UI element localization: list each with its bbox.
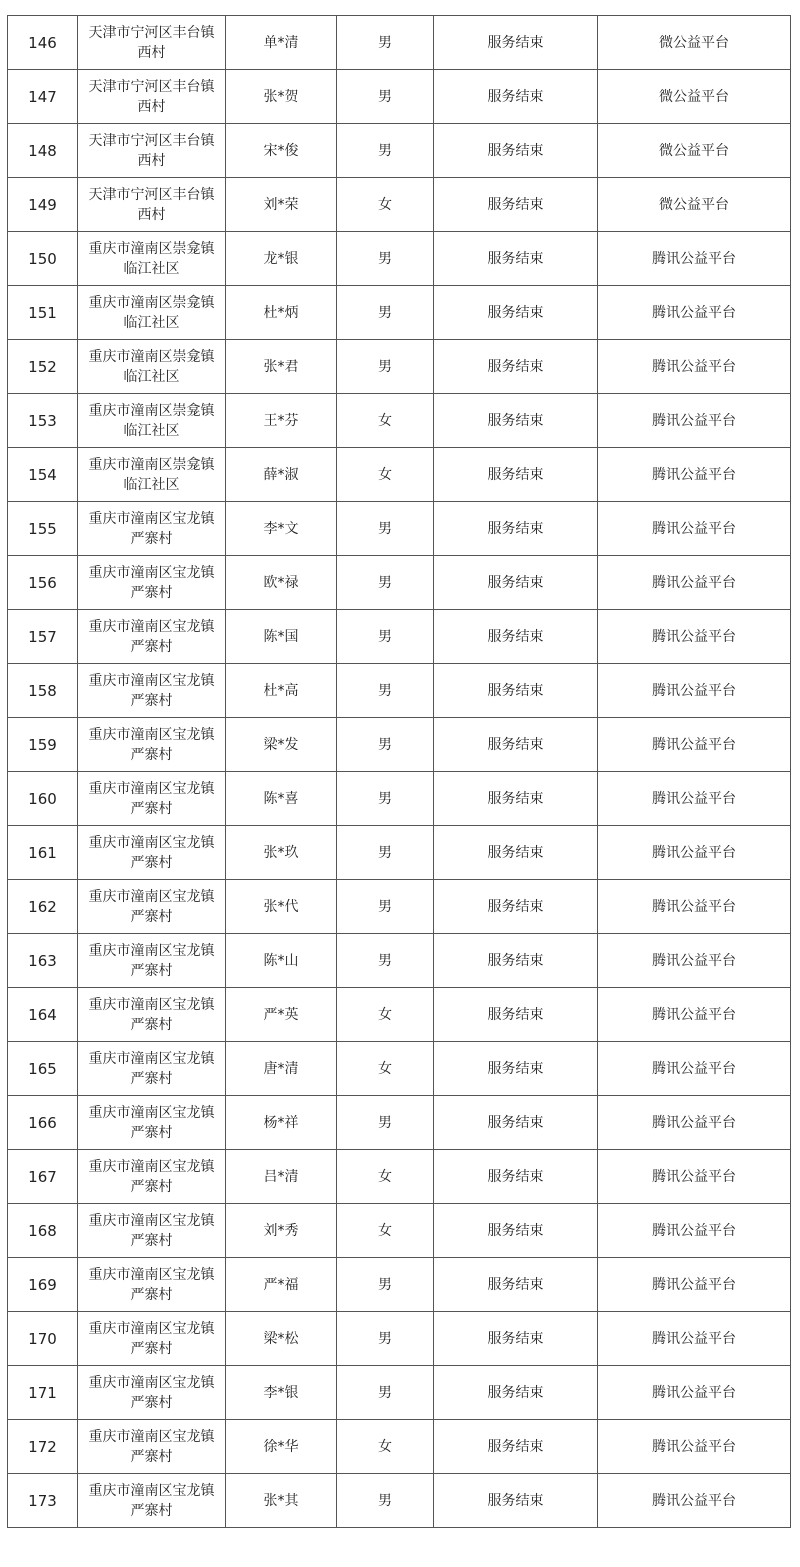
address-cell: 重庆市潼南区宝龙镇严寨村 [78, 1258, 226, 1312]
gender-cell: 女 [337, 1042, 434, 1096]
gender-cell: 男 [337, 1312, 434, 1366]
address-cell: 重庆市潼南区宝龙镇严寨村 [78, 826, 226, 880]
address-cell: 天津市宁河区丰台镇西村 [78, 16, 226, 70]
row-number-cell: 155 [8, 502, 78, 556]
name-cell: 张*其 [226, 1474, 337, 1528]
gender-cell: 男 [337, 880, 434, 934]
platform-cell: 腾讯公益平台 [598, 502, 791, 556]
address-cell: 重庆市潼南区宝龙镇严寨村 [78, 880, 226, 934]
row-number-cell: 147 [8, 70, 78, 124]
row-number-cell: 156 [8, 556, 78, 610]
name-cell: 杜*高 [226, 664, 337, 718]
gender-cell: 女 [337, 988, 434, 1042]
status-cell: 服务结束 [434, 1096, 598, 1150]
gender-cell: 男 [337, 718, 434, 772]
gender-cell: 男 [337, 1096, 434, 1150]
platform-cell: 腾讯公益平台 [598, 718, 791, 772]
row-number-cell: 148 [8, 124, 78, 178]
name-cell: 李*银 [226, 1366, 337, 1420]
table-row [8, 1474, 791, 1528]
row-number-cell: 154 [8, 448, 78, 502]
status-cell: 服务结束 [434, 556, 598, 610]
table-row [8, 502, 791, 556]
platform-cell: 腾讯公益平台 [598, 340, 791, 394]
name-cell: 单*清 [226, 16, 337, 70]
name-cell: 唐*清 [226, 1042, 337, 1096]
name-cell: 刘*荣 [226, 178, 337, 232]
gender-cell: 男 [337, 664, 434, 718]
address-cell: 重庆市潼南区宝龙镇严寨村 [78, 1420, 226, 1474]
address-cell: 重庆市潼南区宝龙镇严寨村 [78, 1312, 226, 1366]
platform-cell: 腾讯公益平台 [598, 1258, 791, 1312]
row-number-cell: 162 [8, 880, 78, 934]
gender-cell: 男 [337, 502, 434, 556]
row-number-cell: 164 [8, 988, 78, 1042]
table-row [8, 934, 791, 988]
status-cell: 服务结束 [434, 1258, 598, 1312]
address-cell: 重庆市潼南区宝龙镇严寨村 [78, 610, 226, 664]
platform-cell: 腾讯公益平台 [598, 772, 791, 826]
row-number-cell: 172 [8, 1420, 78, 1474]
gender-cell: 男 [337, 124, 434, 178]
row-number-cell: 169 [8, 1258, 78, 1312]
status-cell: 服务结束 [434, 1150, 598, 1204]
name-cell: 梁*发 [226, 718, 337, 772]
name-cell: 龙*银 [226, 232, 337, 286]
address-cell: 重庆市潼南区宝龙镇严寨村 [78, 1042, 226, 1096]
platform-cell: 腾讯公益平台 [598, 1312, 791, 1366]
status-cell: 服务结束 [434, 1474, 598, 1528]
platform-cell: 腾讯公益平台 [598, 1366, 791, 1420]
platform-cell: 腾讯公益平台 [598, 556, 791, 610]
platform-cell: 腾讯公益平台 [598, 880, 791, 934]
name-cell: 欧*禄 [226, 556, 337, 610]
platform-cell: 微公益平台 [598, 178, 791, 232]
row-number-cell: 160 [8, 772, 78, 826]
gender-cell: 男 [337, 556, 434, 610]
address-cell: 重庆市潼南区宝龙镇严寨村 [78, 664, 226, 718]
status-cell: 服务结束 [434, 880, 598, 934]
table-row [8, 772, 791, 826]
row-number-cell: 166 [8, 1096, 78, 1150]
address-cell: 重庆市潼南区宝龙镇严寨村 [78, 502, 226, 556]
table-row [8, 556, 791, 610]
platform-cell: 腾讯公益平台 [598, 664, 791, 718]
table-row [8, 1312, 791, 1366]
table-row [8, 610, 791, 664]
row-number-cell: 152 [8, 340, 78, 394]
table-row [8, 1420, 791, 1474]
row-number-cell: 151 [8, 286, 78, 340]
platform-cell: 微公益平台 [598, 16, 791, 70]
gender-cell: 女 [337, 1150, 434, 1204]
address-cell: 重庆市潼南区崇龛镇临江社区 [78, 340, 226, 394]
table-row [8, 988, 791, 1042]
row-number-cell: 149 [8, 178, 78, 232]
beneficiary-table-container [7, 15, 790, 1528]
table-row [8, 232, 791, 286]
platform-cell: 腾讯公益平台 [598, 934, 791, 988]
name-cell: 王*芬 [226, 394, 337, 448]
name-cell: 张*代 [226, 880, 337, 934]
name-cell: 张*贺 [226, 70, 337, 124]
status-cell: 服务结束 [434, 448, 598, 502]
address-cell: 重庆市潼南区宝龙镇严寨村 [78, 556, 226, 610]
status-cell: 服务结束 [434, 988, 598, 1042]
table-row [8, 718, 791, 772]
table-row [8, 1258, 791, 1312]
platform-cell: 腾讯公益平台 [598, 448, 791, 502]
platform-cell: 腾讯公益平台 [598, 232, 791, 286]
status-cell: 服务结束 [434, 1312, 598, 1366]
row-number-cell: 161 [8, 826, 78, 880]
gender-cell: 男 [337, 286, 434, 340]
address-cell: 重庆市潼南区宝龙镇严寨村 [78, 1366, 226, 1420]
platform-cell: 腾讯公益平台 [598, 988, 791, 1042]
name-cell: 张*君 [226, 340, 337, 394]
row-number-cell: 168 [8, 1204, 78, 1258]
table-row [8, 1150, 791, 1204]
row-number-cell: 158 [8, 664, 78, 718]
status-cell: 服务结束 [434, 610, 598, 664]
status-cell: 服务结束 [434, 286, 598, 340]
status-cell: 服务结束 [434, 178, 598, 232]
gender-cell: 男 [337, 70, 434, 124]
address-cell: 重庆市潼南区宝龙镇严寨村 [78, 1150, 226, 1204]
table-row [8, 1366, 791, 1420]
status-cell: 服务结束 [434, 718, 598, 772]
platform-cell: 腾讯公益平台 [598, 1420, 791, 1474]
platform-cell: 腾讯公益平台 [598, 1204, 791, 1258]
address-cell: 重庆市潼南区宝龙镇严寨村 [78, 1204, 226, 1258]
status-cell: 服务结束 [434, 1420, 598, 1474]
row-number-cell: 150 [8, 232, 78, 286]
row-number-cell: 163 [8, 934, 78, 988]
name-cell: 杨*祥 [226, 1096, 337, 1150]
address-cell: 重庆市潼南区宝龙镇严寨村 [78, 988, 226, 1042]
address-cell: 重庆市潼南区崇龛镇临江社区 [78, 286, 226, 340]
platform-cell: 腾讯公益平台 [598, 394, 791, 448]
table-row [8, 1096, 791, 1150]
address-cell: 天津市宁河区丰台镇西村 [78, 178, 226, 232]
status-cell: 服务结束 [434, 502, 598, 556]
row-number-cell: 171 [8, 1366, 78, 1420]
row-number-cell: 173 [8, 1474, 78, 1528]
address-cell: 重庆市潼南区宝龙镇严寨村 [78, 718, 226, 772]
platform-cell: 腾讯公益平台 [598, 610, 791, 664]
gender-cell: 男 [337, 1366, 434, 1420]
status-cell: 服务结束 [434, 16, 598, 70]
beneficiary-table [7, 15, 791, 1528]
table-row [8, 124, 791, 178]
table-row [8, 448, 791, 502]
name-cell: 张*玖 [226, 826, 337, 880]
address-cell: 重庆市潼南区宝龙镇严寨村 [78, 934, 226, 988]
gender-cell: 男 [337, 826, 434, 880]
gender-cell: 男 [337, 1258, 434, 1312]
table-row [8, 394, 791, 448]
gender-cell: 男 [337, 772, 434, 826]
status-cell: 服务结束 [434, 70, 598, 124]
address-cell: 重庆市潼南区宝龙镇严寨村 [78, 1474, 226, 1528]
status-cell: 服务结束 [434, 394, 598, 448]
gender-cell: 男 [337, 16, 434, 70]
table-row [8, 178, 791, 232]
table-row [8, 70, 791, 124]
table-row [8, 340, 791, 394]
name-cell: 严*英 [226, 988, 337, 1042]
name-cell: 刘*秀 [226, 1204, 337, 1258]
platform-cell: 腾讯公益平台 [598, 1150, 791, 1204]
gender-cell: 女 [337, 448, 434, 502]
name-cell: 薛*淑 [226, 448, 337, 502]
address-cell: 重庆市潼南区宝龙镇严寨村 [78, 772, 226, 826]
name-cell: 李*文 [226, 502, 337, 556]
name-cell: 梁*松 [226, 1312, 337, 1366]
gender-cell: 女 [337, 394, 434, 448]
platform-cell: 腾讯公益平台 [598, 286, 791, 340]
status-cell: 服务结束 [434, 1204, 598, 1258]
table-row [8, 1042, 791, 1096]
gender-cell: 男 [337, 232, 434, 286]
row-number-cell: 153 [8, 394, 78, 448]
gender-cell: 女 [337, 1420, 434, 1474]
platform-cell: 腾讯公益平台 [598, 826, 791, 880]
name-cell: 陈*喜 [226, 772, 337, 826]
name-cell: 陈*山 [226, 934, 337, 988]
status-cell: 服务结束 [434, 232, 598, 286]
platform-cell: 腾讯公益平台 [598, 1096, 791, 1150]
table-row [8, 16, 791, 70]
gender-cell: 男 [337, 340, 434, 394]
table-row [8, 826, 791, 880]
gender-cell: 男 [337, 934, 434, 988]
name-cell: 吕*清 [226, 1150, 337, 1204]
name-cell: 宋*俊 [226, 124, 337, 178]
address-cell: 天津市宁河区丰台镇西村 [78, 70, 226, 124]
platform-cell: 微公益平台 [598, 70, 791, 124]
status-cell: 服务结束 [434, 664, 598, 718]
gender-cell: 女 [337, 178, 434, 232]
address-cell: 重庆市潼南区崇龛镇临江社区 [78, 394, 226, 448]
gender-cell: 男 [337, 1474, 434, 1528]
name-cell: 严*福 [226, 1258, 337, 1312]
status-cell: 服务结束 [434, 1042, 598, 1096]
address-cell: 重庆市潼南区崇龛镇临江社区 [78, 232, 226, 286]
status-cell: 服务结束 [434, 826, 598, 880]
status-cell: 服务结束 [434, 124, 598, 178]
name-cell: 杜*炳 [226, 286, 337, 340]
status-cell: 服务结束 [434, 1366, 598, 1420]
gender-cell: 男 [337, 610, 434, 664]
platform-cell: 微公益平台 [598, 124, 791, 178]
gender-cell: 女 [337, 1204, 434, 1258]
status-cell: 服务结束 [434, 934, 598, 988]
row-number-cell: 170 [8, 1312, 78, 1366]
platform-cell: 腾讯公益平台 [598, 1474, 791, 1528]
table-row [8, 1204, 791, 1258]
address-cell: 天津市宁河区丰台镇西村 [78, 124, 226, 178]
name-cell: 陈*国 [226, 610, 337, 664]
row-number-cell: 167 [8, 1150, 78, 1204]
row-number-cell: 159 [8, 718, 78, 772]
row-number-cell: 157 [8, 610, 78, 664]
platform-cell: 腾讯公益平台 [598, 1042, 791, 1096]
table-body [8, 16, 791, 1528]
row-number-cell: 146 [8, 16, 78, 70]
address-cell: 重庆市潼南区宝龙镇严寨村 [78, 1096, 226, 1150]
status-cell: 服务结束 [434, 772, 598, 826]
table-row [8, 664, 791, 718]
address-cell: 重庆市潼南区崇龛镇临江社区 [78, 448, 226, 502]
row-number-cell: 165 [8, 1042, 78, 1096]
name-cell: 徐*华 [226, 1420, 337, 1474]
table-row [8, 286, 791, 340]
status-cell: 服务结束 [434, 340, 598, 394]
table-row [8, 880, 791, 934]
